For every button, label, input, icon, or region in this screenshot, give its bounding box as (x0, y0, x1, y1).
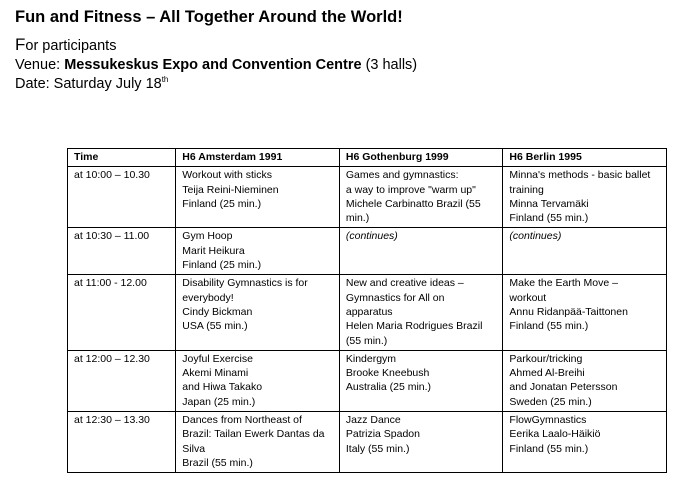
date-suffix: th (161, 75, 169, 84)
berlin-cell (503, 167, 667, 228)
cell-line: Helen Maria Rodrigues Brazil (345, 320, 483, 333)
cell-line: Finland (55 min.) (509, 212, 589, 225)
audience-rest: or participants (25, 38, 117, 54)
amsterdam-cell (176, 412, 340, 473)
cell-line: Minna Tervamäki (509, 197, 589, 210)
cell-line: Brazil: Tailan Ewerk Dantas da (182, 428, 325, 441)
venue-name: Messukeskus Expo and Convention Centre (64, 57, 362, 73)
cell-line: Ahmed Al-Breihi (509, 367, 585, 380)
cell-line: and Jonatan Petersson (509, 381, 618, 394)
table-row (68, 228, 667, 275)
cell-line: training (509, 183, 544, 196)
cell-line: Jazz Dance (345, 414, 401, 427)
cell-line: Joyful Exercise (182, 352, 253, 365)
berlin-cell (503, 228, 667, 275)
cell-line: Teija Reini-Nieminen (182, 183, 279, 196)
cell-line: Michele Carbinatto Brazil (55 (345, 197, 481, 210)
venue-halls: (3 halls) (365, 57, 418, 73)
cell-line: and Hiwa Takako (182, 381, 263, 394)
audience-line (15, 35, 116, 55)
berlin-cell (503, 412, 667, 473)
cell-line: Eerika Laalo-Häikiö (509, 428, 601, 441)
time-cell: at 10:00 – 10.30 (68, 167, 176, 228)
cell-line: Brooke Kneebush (345, 367, 430, 380)
cell-line: workout (509, 291, 547, 304)
cell-line: Games and gymnastics: (345, 169, 459, 182)
venue-label: Venue: (15, 57, 61, 73)
table-row (68, 275, 667, 350)
berlin-cell (503, 275, 667, 350)
cell-line: Patrizia Spadon (345, 428, 420, 441)
table-row (68, 167, 667, 228)
cell-line: Japan (25 min.) (182, 395, 256, 408)
cell-line: Gym Hoop (182, 230, 233, 243)
cell-line: Annu Ridanpää-Taittonen (509, 305, 628, 318)
date-label: Date: Saturday July 18 (15, 76, 162, 92)
amsterdam-cell (176, 350, 340, 411)
time-cell: at 11:00 - 12.00 (68, 275, 176, 350)
cell-line: FlowGymnastics (509, 414, 587, 427)
cell-line: Italy (55 min.) (345, 442, 410, 455)
header-berlin: H6 Berlin 1995 (503, 149, 667, 167)
cell-line: Disability Gymnastics is for (182, 277, 308, 290)
cell-line: Sweden (25 min.) (509, 395, 592, 408)
time-cell: at 12:00 – 12.30 (68, 350, 176, 411)
header-time: Time (68, 149, 176, 167)
cell-line: Cindy Bickman (182, 305, 253, 318)
time-cell: at 12:30 – 13.30 (68, 412, 176, 473)
cell-line: Dances from Northeast of (182, 414, 302, 427)
amsterdam-cell (176, 275, 340, 350)
cell-line: Marit Heikura (182, 244, 245, 257)
continues-label: (continues) (345, 230, 398, 243)
cell-line: Make the Earth Move – (509, 277, 618, 290)
amsterdam-cell (176, 228, 340, 275)
amsterdam-cell (176, 167, 340, 228)
cell-line: apparatus (345, 305, 393, 318)
cell-line: Finland (55 min.) (509, 442, 589, 455)
cell-line: Silva (182, 442, 206, 455)
cell-line: Minna's methods - basic ballet (509, 169, 651, 182)
audience-first-letter: F (15, 35, 26, 54)
cell-line: a way to improve "warm up" (345, 183, 476, 196)
cell-line: Finland (25 min.) (182, 197, 262, 210)
cell-line: Parkour/tricking (509, 352, 583, 365)
gothenburg-cell (339, 412, 503, 473)
cell-line: Australia (25 min.) (345, 381, 432, 394)
header-gothenburg: H6 Gothenburg 1999 (339, 149, 503, 167)
time-cell: at 10:30 – 11.00 (68, 228, 176, 275)
gothenburg-cell (339, 350, 503, 411)
cell-line: New and creative ideas – (345, 277, 464, 290)
venue-line (15, 57, 417, 73)
berlin-cell (503, 350, 667, 411)
gothenburg-cell (339, 167, 503, 228)
cell-line: Workout with sticks (182, 169, 272, 182)
cell-line: Gymnastics for All on (345, 291, 445, 304)
table-header-row (68, 149, 667, 167)
gothenburg-cell (339, 228, 503, 275)
schedule-table (67, 148, 667, 473)
cell-line: USA (55 min.) (182, 320, 248, 333)
cell-line: Akemi Minami (182, 367, 249, 380)
document-title: Fun and Fitness – All Together Around the World! (15, 8, 403, 26)
header-amsterdam: H6 Amsterdam 1991 (176, 149, 340, 167)
gothenburg-cell (339, 275, 503, 350)
table-row (68, 350, 667, 411)
cell-line: Kindergym (345, 352, 397, 365)
cell-line: everybody! (182, 291, 234, 304)
cell-line: Finland (55 min.) (509, 320, 589, 333)
cell-line: Finland (25 min.) (182, 259, 262, 272)
cell-line: (55 min.) (345, 334, 388, 347)
cell-line: Brazil (55 min.) (182, 456, 253, 469)
continues-label: (continues) (509, 230, 562, 243)
table-row (68, 412, 667, 473)
date-line (15, 76, 168, 92)
cell-line: min.) (345, 212, 370, 225)
